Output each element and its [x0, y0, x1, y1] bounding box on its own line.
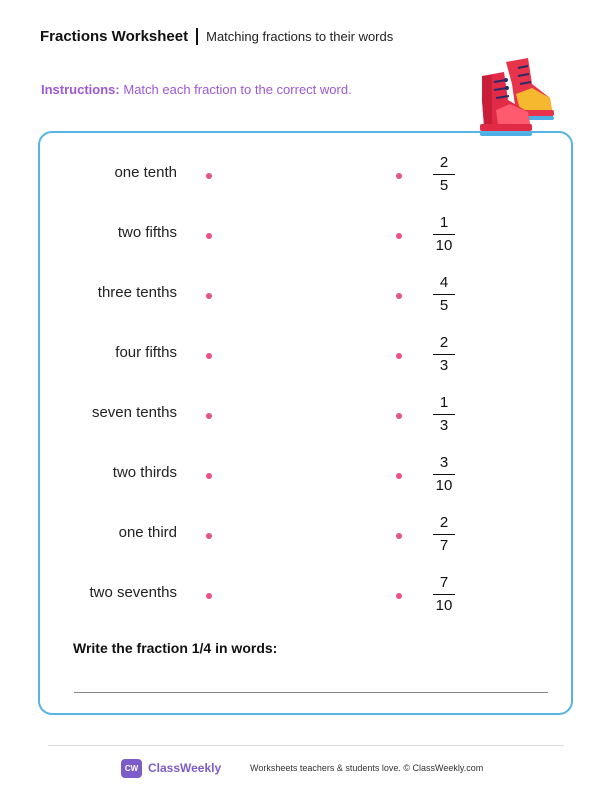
fraction [430, 274, 458, 315]
instructions-label: Instructions: [41, 82, 120, 97]
fraction-denominator: 5 [439, 177, 449, 194]
fraction-word: four fifths [115, 344, 177, 361]
fraction-denominator: 10 [435, 597, 453, 614]
right-match-dot[interactable] [396, 413, 402, 419]
fraction [430, 394, 458, 435]
worksheet-subtitle: Matching fractions to their words [206, 29, 394, 44]
fraction-word: two thirds [112, 464, 177, 481]
instructions-text: Match each fraction to the correct word. [123, 82, 352, 97]
fraction-numerator: 2 [439, 514, 449, 531]
fraction-numerator: 7 [439, 574, 449, 591]
right-match-dot[interactable] [396, 233, 402, 239]
right-match-dot[interactable] [396, 353, 402, 359]
fraction-word: two sevenths [89, 584, 177, 601]
fraction-word: seven tenths [91, 404, 177, 421]
fraction-denominator: 10 [435, 237, 453, 254]
match-row [0, 562, 612, 622]
fraction-bar [433, 534, 455, 535]
fraction-bar [433, 354, 455, 355]
left-match-dot[interactable] [206, 293, 212, 299]
fraction-denominator: 3 [439, 357, 449, 374]
fraction-word: three tenths [97, 284, 177, 301]
question-text: Write the fraction 1/4 in words: [73, 640, 278, 656]
right-match-dot[interactable] [396, 173, 402, 179]
fraction-bar [433, 174, 455, 175]
match-row [0, 142, 612, 202]
right-match-dot[interactable] [396, 593, 402, 599]
fraction [430, 574, 458, 615]
instructions [41, 82, 352, 97]
fraction-denominator: 5 [439, 297, 449, 314]
fraction [430, 454, 458, 495]
fraction-bar [433, 594, 455, 595]
fraction-bar [433, 234, 455, 235]
left-match-dot[interactable] [206, 353, 212, 359]
match-row [0, 502, 612, 562]
fraction-word: two fifths [117, 224, 177, 241]
fraction-numerator: 2 [439, 154, 449, 171]
fraction-denominator: 7 [439, 537, 449, 554]
right-match-dot[interactable] [396, 473, 402, 479]
fraction [430, 154, 458, 195]
fraction-word: one third [118, 524, 177, 541]
right-match-dot[interactable] [396, 533, 402, 539]
left-match-dot[interactable] [206, 413, 212, 419]
left-match-dot[interactable] [206, 173, 212, 179]
worksheet-title: Fractions Worksheet [40, 28, 189, 45]
left-match-dot[interactable] [206, 233, 212, 239]
fraction-bar [433, 294, 455, 295]
match-row [0, 382, 612, 442]
classweekly-logo-icon: CW [121, 759, 142, 778]
match-row [0, 202, 612, 262]
fraction-bar [433, 474, 455, 475]
brand-name: ClassWeekly [148, 761, 222, 775]
footer [0, 758, 612, 780]
match-row [0, 322, 612, 382]
fraction-denominator: 3 [439, 417, 449, 434]
fraction [430, 214, 458, 255]
boots-icon [476, 54, 556, 138]
fraction-numerator: 1 [439, 394, 449, 411]
fraction-numerator: 2 [439, 334, 449, 351]
left-match-dot[interactable] [206, 473, 212, 479]
fraction-numerator: 1 [439, 214, 449, 231]
left-match-dot[interactable] [206, 593, 212, 599]
fraction [430, 514, 458, 555]
match-row [0, 262, 612, 322]
fraction-numerator: 3 [439, 454, 449, 471]
answer-line[interactable] [74, 692, 548, 693]
fraction-bar [433, 414, 455, 415]
fraction-word: one tenth [114, 164, 177, 181]
fraction-numerator: 4 [439, 274, 449, 291]
worksheet-header [40, 28, 393, 45]
footer-divider [48, 745, 564, 746]
right-match-dot[interactable] [396, 293, 402, 299]
left-match-dot[interactable] [206, 533, 212, 539]
footer-tagline: Worksheets teachers & students love. © ClassWeekly.com [250, 763, 484, 773]
title-separator [196, 28, 198, 45]
fraction-denominator: 10 [435, 477, 453, 494]
fraction [430, 334, 458, 375]
match-row [0, 442, 612, 502]
